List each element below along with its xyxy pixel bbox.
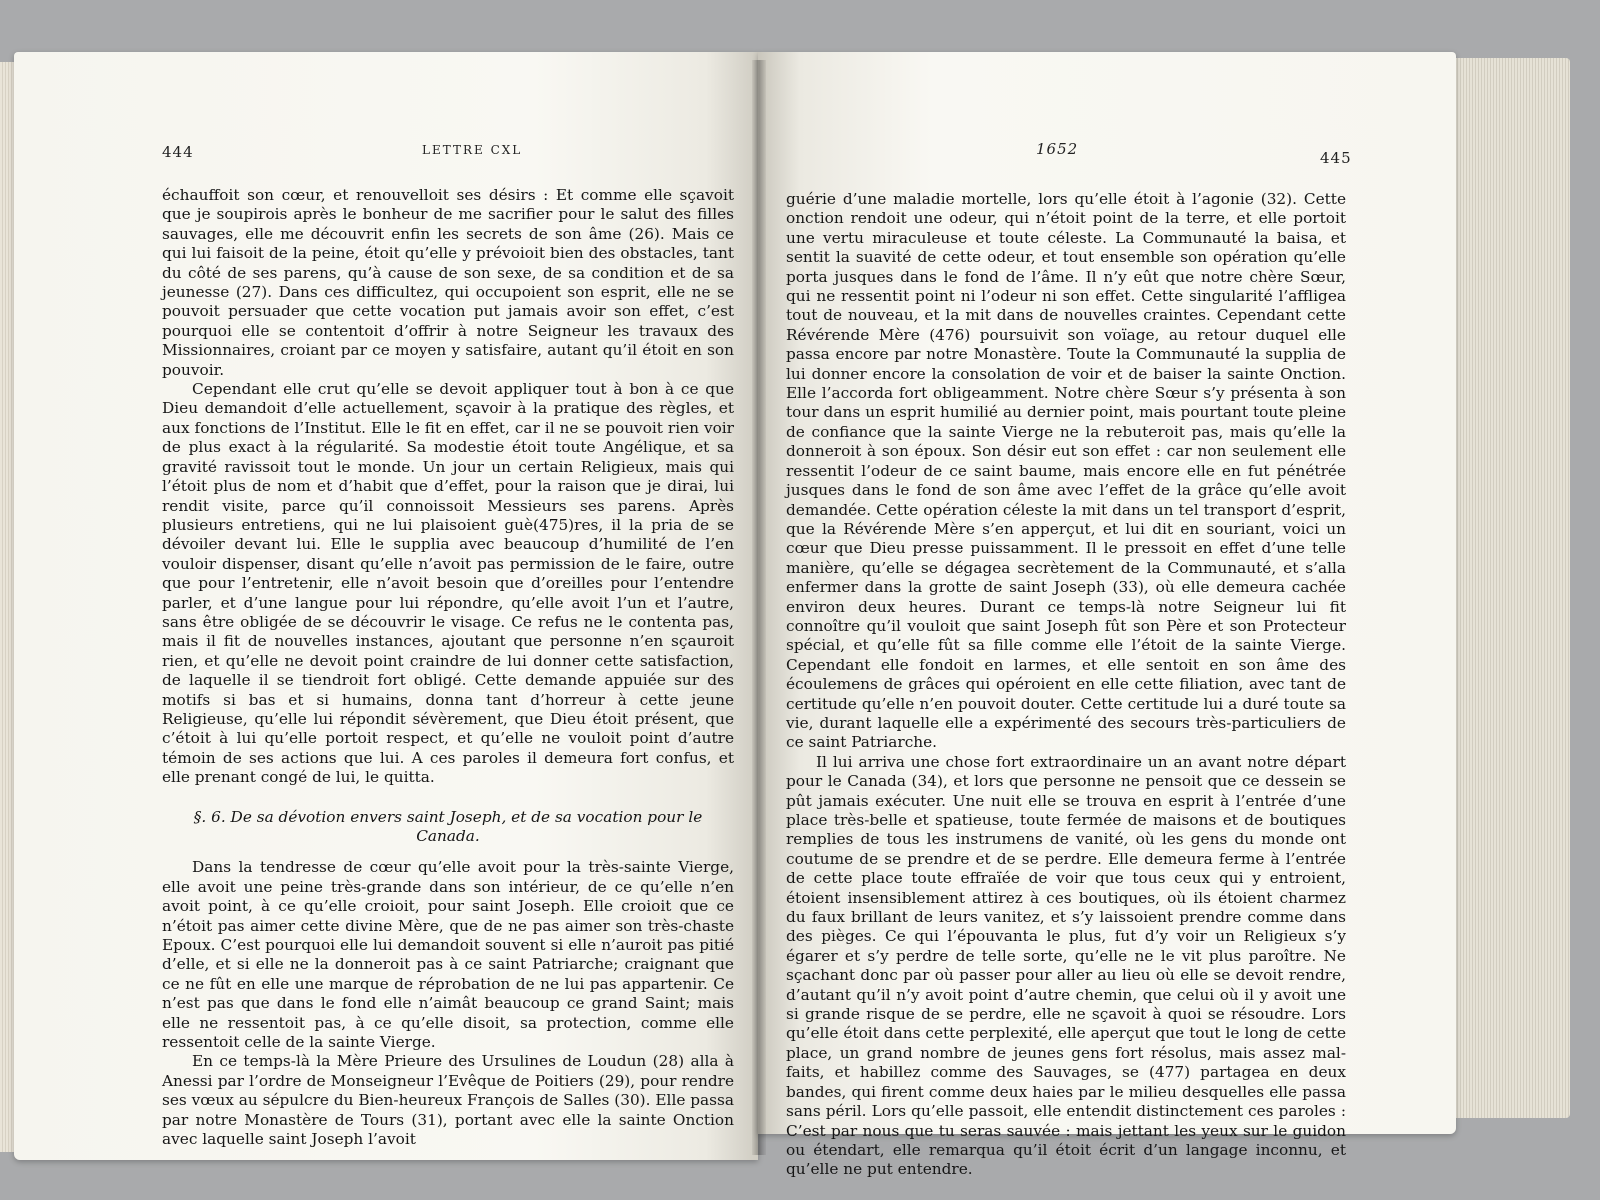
right-page-number: 445 [1320,149,1352,167]
right-page-text [786,190,1346,1180]
paragraph: guérie d’une maladie mortelle, lors qu’elle étoit à l’agonie (32). Cette onction rendoit une odeur, qui n’étoit point de la terre, et elle portoit une vertu miraculeuse et toute céleste. La Communauté la baisa, et sentit la suavité de cette odeur, et tout ensemble son opération qu’elle porta jusques dans le fond de l’âme. Il n’y eût que notre chère Sœur, qui ne ressentit point ni l’odeur ni son effet. Cette singularité l’affligea tout de nouveau, et la mit dans de nouvelles craintes. Cependant cette Révérende Mère (476) poursuivit son voïage, au retour duquel elle passa encore par notre Monastère. Toute la Communauté la supplia de lui donner encore la consolation de voir et de baiser la sainte Onction. Elle l’accorda fort obligeamment. Notre chère Sœur s’y présenta à son tour dans un esprit humilié au dernier point, mais pourtant toute pleine de confiance que la sainte Vierge ne la rebuteroit pas, mais qu’elle la donneroit à son époux. Son désir eut son effet : car non seulement elle ressentit l’odeur de ce saint baume, mais encore elle en fut pénétrée jusques dans le fond de son âme avec l’effet de la grâce qu’elle avoit demandée. Cette opération céleste la mit dans un tel transport d’esprit, que la Révérende Mère s’en apperçut, et lui dit en souriant, voici un cœur que Dieu presse puissamment. Il le pressoit en effet d’une telle manière, qu’elle se dégagea secrètement de la Communauté, et s’alla enfermer dans la grotte de saint Joseph (33), où elle demeura cachée environ deux heures. Durant ce temps-là notre Seigneur lui fit connoître qu’il vouloit que saint Joseph fût son Père et son Protecteur spécial, et qu’elle fût sa fille comme elle l’étoit de la sainte Vierge. Cependant elle fondoit en larmes, et elle sentoit en son âme des écoulemens de grâces qui opéroient en elle cette filiation, avec tant de certitude qu’elle n’en pouvoit douter. Cette certitude lui a duré toute sa vie, durant laquelle elle a expérimenté des secours très-particuliers de ce saint Patriarche. [786,190,1346,752]
left-page-text [162,186,734,1150]
paragraph: En ce temps-là la Mère Prieure des Ursulines de Loudun (28) alla à Anessi par l’ordre de Monseigneur l’Evêque de Poitiers (29), pour rendre ses vœux au sépulcre du Bien-heureux François de Salles (30). Elle passa par notre Monastère de Tours (31), portant avec elle la sainte Onction avec laquelle saint Joseph l’avoit [162,1052,734,1149]
book-gutter [752,60,766,1155]
section-heading: §. 6. De sa dévotion envers saint Joseph, et de sa vocation pour le Canada. [193,807,703,845]
paragraph: Dans la tendresse de cœur qu’elle avoit pour la très-sainte Vierge, elle avoit une peine très-grande dans son intérieur, de ce qu’elle n’en avoit point, à ce qu’elle croioit, pour saint Joseph. Elle croioit que ce n’étoit pas aimer cette divine Mère, que de ne pas aimer son très-chaste Epoux. C’est pourquoi elle lui demandoit souvent si elle n’auroit pas pitié d’elle, et si elle ne la donneroit pas à ce saint Patriarche; craignant que ce ne fût en elle une marque de réprobation de ne lui pas appartenir. Ce n’est pas que dans le fond elle n’aimât beaucoup ce grand Saint; mais elle ne ressentoit pas, à ce qu’elle disoit, sa protection, comme elle ressentoit celle de la sainte Vierge. [162,858,734,1052]
paragraph: Il lui arriva une chose fort extraordinaire un an avant notre départ pour le Canada (34), et lors que personne ne pensoit que ce dessein se pût jamais exécuter. Une nuit elle se trouva en esprit à l’entrée d’une place très-belle et spatieuse, toute fermée de maisons et de boutiques remplies de tous les instrumens de vanité, où les gens du monde ont coutume de se prendre et de se perdre. Elle demeura ferme à l’entrée de cette place toute effraïée de voir que tous ceux qui y entroient, étoient insensiblement attirez à ces boutiques, où ils étoient charmez du faux brillant de leurs vanitez, et s’y laissoient prendre comme dans des pièges. Ce qui l’épouvanta le plus, fut d’y voir un Religieux s’y égarer et s’y perdre de telle sorte, qu’elle ne le vit plus paroître. Ne sçachant donc par où passer pour aller au lieu où elle se devoit rendre, d’autant qu’il n’y avoit point d’autre chemin, que celui où il y avoit une si grande risque de se perdre, elle ne sçavoit à quoi se résoudre. Lors qu’elle étoit dans cette perplexité, elle aperçut que tout le long de cette place, un grand nombre de jeunes gens fort résolus, mais assez mal-faits, et habillez comme des Sauvages, se (477) partagea en deux bandes, qui firent comme deux haies par le milieu desquelles elle passa sans péril. Lors qu’elle passoit, elle entendit distinctement ces paroles : C’est par nous que tu seras sauvée : mais jettant les yeux sur le guidon ou étendart, elle remarqua qu’il étoit écrit d’un langage inconnu, et qu’elle ne put entendre. [786,752,1346,1179]
paragraph: Cependant elle crut qu’elle se devoit appliquer tout à bon à ce que Dieu demandoit d’elle actuellement, sçavoir à la pratique des règles, et aux fonctions de l’Institut. Elle le fit en effet, car il ne se pouvoit rien voir de plus exact à la régularité. Sa modestie étoit toute Angélique, et sa gravité ravissoit tout le monde. Un jour un certain Religieux, mais qui l’étoit plus de nom et d’habit que d’effet, pour la raison que je dirai, lui rendit visite, parce qu’il connoissoit Messieurs ses parens. Après plusieurs entretiens, qui ne lui plaisoient guè(475)res, il la pria de se dévoiler devant lui. Elle le supplia avec beaucoup d’humilité de l’en vouloir dispenser, disant qu’elle n’avoit pas permission de le faire, outre que pour l’entretenir, elle n’avoit besoin que d’oreilles pour l’entendre parler, et d’une langue pour lui répondre, qu’elle avoit l’un et l’autre, sans être obligée de se découvrir le visage. Ce refus ne le contenta pas, mais il fit de nouvelles instances, ajoutant que personne n’en sçauroit rien, et qu’elle ne devoit point craindre de lui donner cette satisfaction, de laquelle il se tiendroit fort obligé. Cette demande appuiée sur des motifs si bas et si humains, donna tant d’horreur à cette jeune Religieuse, qu’elle lui répondit sévèrement, que Dieu étoit présent, que c’étoit à lui qu’elle portoit respect, et qu’elle ne vouloit point d’autre témoin de ses actions que lui. A ces paroles il demeura fort confus, et elle prenant congé de lui, le quitta. [162,380,734,787]
right-running-head: 1652 [1036,140,1079,158]
left-page-number: 444 [162,143,194,161]
left-running-head: LETTRE CXL [422,143,523,157]
paragraph: échauffoit son cœur, et renouvelloit ses désirs : Et comme elle sçavoit que je soupirois après le bonheur de me sacrifier pour le salut des filles sauvages, elle me découvrit enfin les secrets de son âme (26). Mais ce qui lui faisoit de la peine, étoit qu’elle y prévoioit bien des obstacles, tant du côté de ses parens, qu’à cause de son sexe, de sa condition et de sa jeunesse (27). Dans ces difficultez, qui occupoient son esprit, elle ne se pouvoit persuader que cette vocation put jamais avoir son effet, c’est pourquoi elle se contentoit d’offrir à notre Seigneur les travaux des Missionnaires, croiant par ce moyen y satisfaire, autant qu’il étoit en son pouvoir. [162,186,734,379]
